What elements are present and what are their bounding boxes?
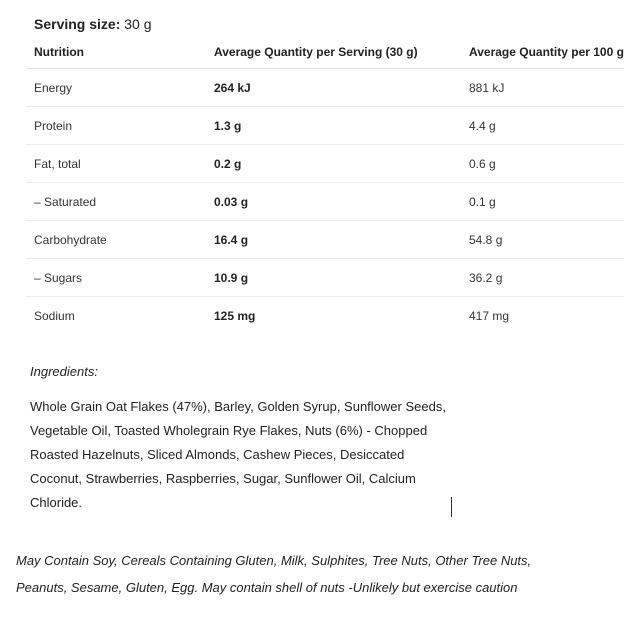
nutrient-name: – Saturated [26,183,206,221]
nutrient-name: Protein [26,107,206,145]
per-serving-value: 16.4 g [206,221,461,259]
per-serving-value: 1.3 g [206,107,461,145]
per-100g-value: 417 mg [469,308,510,323]
per-100g-value: 4.4 g [461,107,624,145]
serving-size-value: 30 g [124,16,152,32]
per-serving-value: 0.03 g [206,183,461,221]
table-row [26,183,624,221]
nutrient-name: Carbohydrate [26,221,206,259]
header-per-100g: Average Quantity per 100 g [461,36,624,69]
nutrient-name: Energy [26,69,206,107]
nutrient-name: Sodium [34,308,75,323]
nutrient-name: – Sugars [26,259,206,297]
serving-size [34,16,152,32]
ingredients-text[interactable]: Whole Grain Oat Flakes (47%), Barley, Golden Syrup, Sunflower Seeds, Vegetable Oil, Toasted Wholegrain Rye Flakes, Nuts (6%) - Chopped Roasted Hazelnuts, Sliced Almonds, Cashew Pieces, Desiccated Coconut, Strawberries, Raspberries, Sugar, Sunflower Oil, Calcium Chloride. [30,399,446,510]
table-row [26,221,624,259]
header-nutrition: Nutrition [26,36,206,69]
per-serving-value: 10.9 g [206,259,461,297]
per-100g-value: 0.1 g [461,183,624,221]
per-100g-value: 36.2 g [461,259,624,297]
table-row [26,107,624,145]
per-serving-value: 125 mg [214,308,256,323]
text-cursor [451,497,452,517]
table-row [26,69,624,107]
per-serving-value: 264 kJ [206,69,461,107]
nutrient-name: Fat, total [26,145,206,183]
per-100g-value: 881 kJ [461,69,624,107]
table-row [26,145,624,183]
table-row [26,259,624,297]
serving-size-label: Serving size: [34,16,121,32]
header-per-serving: Average Quantity per Serving (30 g) [206,36,461,69]
per-100g-value: 0.6 g [461,145,624,183]
per-serving-value: 0.2 g [206,145,461,183]
nutrition-table [26,36,624,334]
table-header-row [26,36,624,69]
table-row [26,297,624,335]
allergen-statement: May Contain Soy, Cereals Containing Gluten, Milk, Sulphites, Tree Nuts, Other Tree Nuts, Peanuts, Sesame, Gluten, Egg. May contain shell of nuts -Unlikely but exercise caution [16,553,532,595]
ingredients-title: Ingredients: [30,364,98,379]
per-100g-value: 54.8 g [461,221,624,259]
